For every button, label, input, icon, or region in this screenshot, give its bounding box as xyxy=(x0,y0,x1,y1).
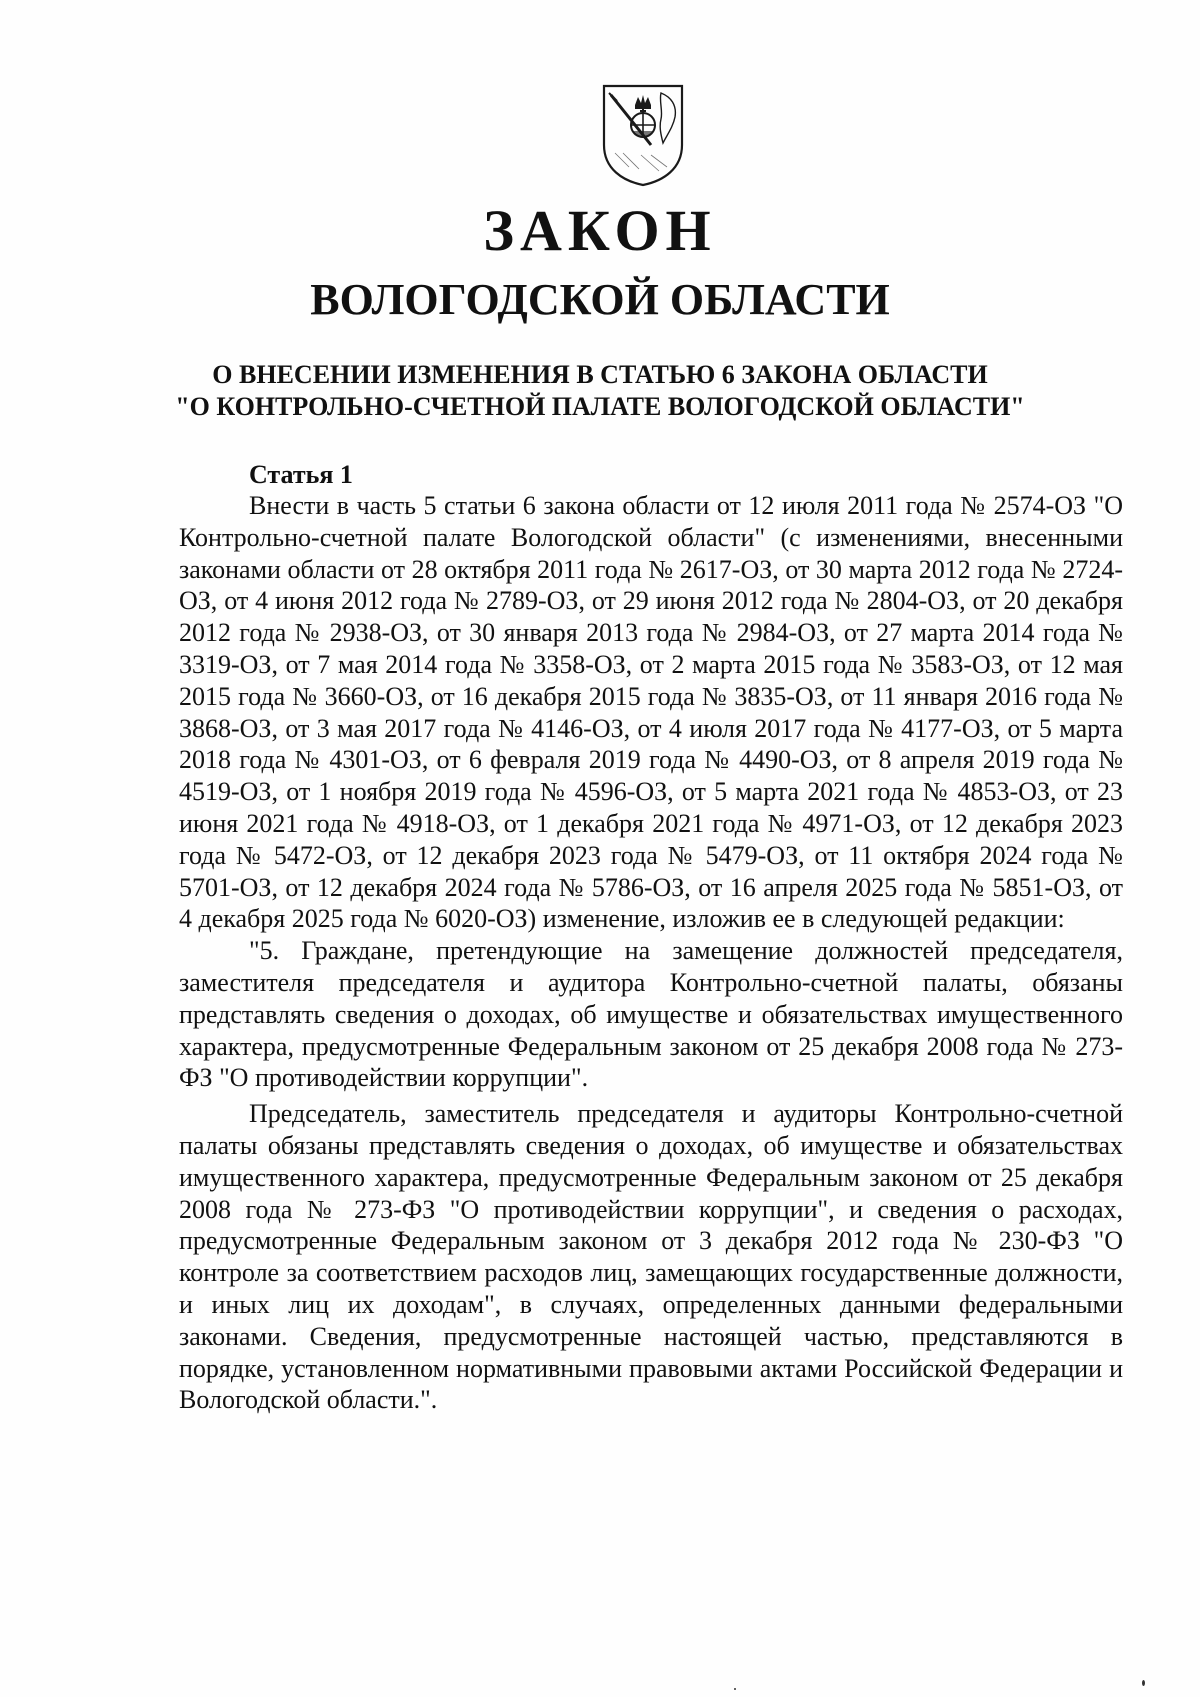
scan-speck xyxy=(734,1688,736,1690)
coat-of-arms-icon xyxy=(601,83,685,187)
law-name-line-2: "О КОНТРОЛЬНО-СЧЕТНОЙ ПАЛАТЕ ВОЛОГОДСКОЙ ОБЛАСТИ" xyxy=(175,392,1025,421)
paragraph-quote-1: "5. Граждане, претендующие на замещение должностей председателя, заместителя председателя и аудитора Контрольно-счетной палаты, обязаны представлять сведения о доходах, об имуществе и обязательствах имущественного характера, предусмотренные Федеральным законом от 25 декабря 2008 года № 273-ФЗ "О противодействии коррупции". xyxy=(179,936,1123,1093)
article-body xyxy=(179,490,1123,1416)
law-name xyxy=(140,359,1060,423)
paragraph-amendment: Внести в часть 5 статьи 6 закона области от 12 июля 2011 года № 2574-ОЗ "О Контрольно-счетной палате Вологодской области" (с изменениями, внесенными законами области от 28 октября 2011 года № 2617-ОЗ, от 30 марта 2012 года № 2724-ОЗ, от 4 июня 2012 года № 2789-ОЗ, от 29 июня 2012 года № 2804-ОЗ, от 20 декабря 2012 года № 2938-ОЗ, от 30 января 2013 года № 2984-ОЗ, от 27 марта 2014 года № 3319-ОЗ, от 7 мая 2014 года № 3358-ОЗ, от 2 марта 2015 года № 3583-ОЗ, от 12 мая 2015 года № 3660-ОЗ, от 16 декабря 2015 года № 3835-ОЗ, от 11 января 2016 года № 3868-ОЗ, от 3 мая 2017 года № 4146-ОЗ, от 4 июля 2017 года № 4177-ОЗ, от 5 марта 2018 года № 4301-ОЗ, от 6 февраля 2019 года № 4490-ОЗ, от 8 апреля 2019 года № 4519-ОЗ, от 1 ноября 2019 года № 4596-ОЗ, от 5 марта 2021 года № 4853-ОЗ, от 23 июня 2021 года № 4918-ОЗ, от 1 декабря 2021 года № 4971-ОЗ, от 12 декабря 2023 года № 5472-ОЗ, от 12 декабря 2023 года № 5479-ОЗ, от 11 октября 2024 года № 5701-ОЗ, от 12 декабря 2024 года № 5786-ОЗ, от 16 апреля 2025 года № 5851-ОЗ, от 4 декабря 2025 года № 6020-ОЗ) изменение, изложив ее в следующей редакции: xyxy=(179,491,1123,934)
scan-speck xyxy=(1142,1680,1145,1686)
document-region: ВОЛОГОДСКОЙ ОБЛАСТИ xyxy=(310,275,890,324)
article-heading: Статья 1 xyxy=(249,460,353,489)
paragraph-quote-2: Председатель, заместитель председателя и аудиторы Контрольно-счетной палаты обязаны представлять сведения о доходах, об имуществе и обязательствах имущественного характера, предусмотренные Федеральным законом от 25 декабря 2008 года № 273-ФЗ "О противодействии коррупции", и сведения о расходах, предусмотренные Федеральным законом от 3 декабря 2012 года № 230-ФЗ "О контроле за соответствием расходов лиц, замещающих государственные должности, и иных лиц их доходам", в случаях, определенных данными федеральными законами. Сведения, предусмотренные настоящей частью, представляются в порядке, установленном нормативными правовыми актами Российской Федерации и Вологодской области.". xyxy=(179,1099,1123,1415)
document-title: ЗАКОН xyxy=(483,198,717,263)
law-name-line-1: О ВНЕСЕНИИ ИЗМЕНЕНИЯ В СТАТЬЮ 6 ЗАКОНА ОБЛАСТИ xyxy=(212,360,988,389)
